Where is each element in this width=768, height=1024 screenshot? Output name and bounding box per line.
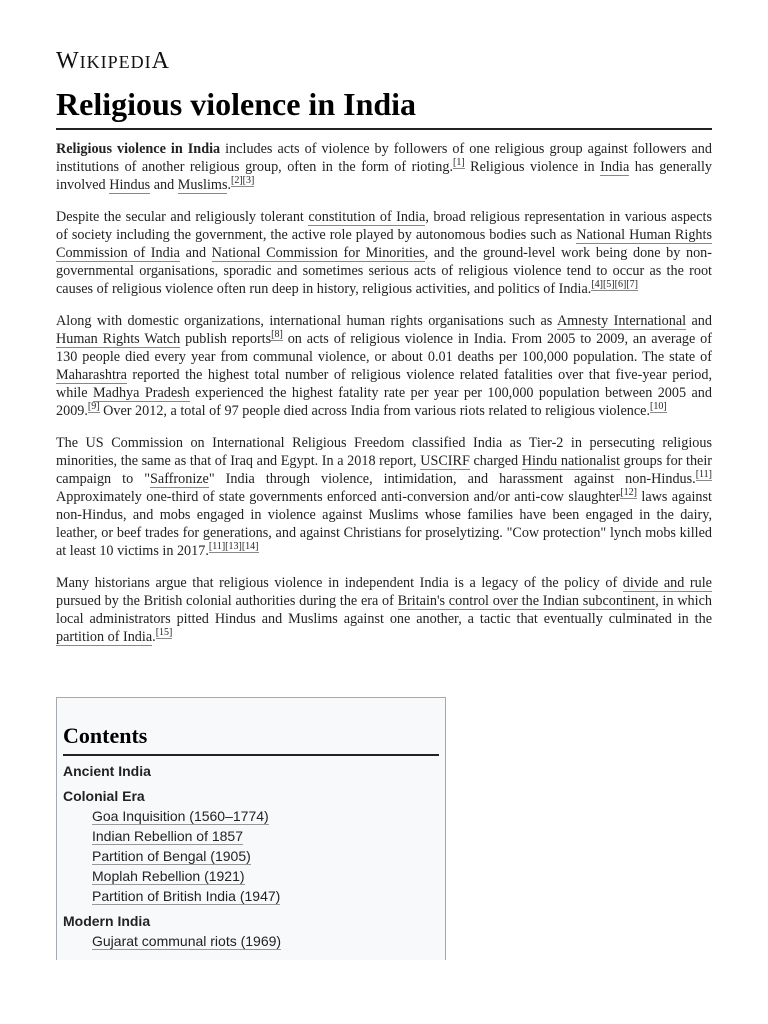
toc-list	[63, 762, 439, 951]
citation-link[interactable]: [4][5][6][7]	[591, 279, 638, 291]
article-link[interactable]: National Human Rights Commission of India	[56, 227, 712, 261]
article-link[interactable]: USCIRF	[420, 453, 470, 469]
text-run: " India through violence, intimidation, and harassment against non-Hindus.	[208, 471, 696, 487]
text-run: Despite the secular and religiously tolerant	[56, 209, 309, 225]
article-link[interactable]: Madhya Pradesh	[92, 385, 190, 401]
text-run: experienced the highest fatality rate per year per 100,000 population between 2005 and 2009.	[56, 385, 712, 419]
wikipedia-wordmark[interactable]	[56, 48, 170, 75]
citation-link[interactable]: [2][3]	[231, 175, 255, 187]
text-run: pursued by the British colonial authorities during the era of	[56, 593, 398, 609]
article-link[interactable]: Hindus	[109, 177, 151, 193]
text-run: , in which local administrators pitted Hindus and Muslims against one another, a tactic that eventually culminated in the	[56, 593, 712, 627]
toc-subsection-label: Partition of Bengal (1905)	[92, 848, 251, 864]
text-run: .	[152, 629, 156, 645]
toc-section[interactable]: Ancient India	[63, 763, 151, 779]
toc-section[interactable]: Colonial Era	[63, 788, 145, 804]
paragraph-secular	[56, 208, 712, 298]
citation-link[interactable]: [12]	[620, 487, 637, 499]
article-link[interactable]: National Commission for Minorities	[211, 245, 425, 261]
text-run: Many historians argue that religious violence in independent India is a legacy of the policy of	[56, 575, 623, 591]
text-run: publish reports	[180, 331, 272, 347]
citation-link[interactable]: [15]	[155, 627, 173, 639]
toc-subsection-label: Moplah Rebellion (1921)	[92, 868, 245, 884]
article-link[interactable]: partition of India	[56, 629, 153, 645]
article-link[interactable]: constitution of India	[308, 209, 426, 225]
toc-subsection-label: Indian Rebellion of 1857	[92, 828, 244, 844]
toc-subsection[interactable]	[63, 846, 439, 866]
text-run: reported the highest total number of religious violence related fatalities over that five-year period, while	[56, 367, 712, 401]
article-link[interactable]: Amnesty International	[556, 313, 687, 329]
toc-heading: Contents	[63, 722, 439, 756]
text-run: laws against non-Hindus, and mobs engaged in violence against Muslims whose families have been engaged in the dairy, leather, or beef trades for generations, and against Christians for proselytizing. "Cow protection" lynch mobs killed at least 10 victims in 2017.	[56, 489, 712, 559]
article-link[interactable]: Britain's control over the Indian subcontinent	[397, 593, 656, 609]
article-link[interactable]: Muslims	[177, 177, 228, 193]
citation-link[interactable]: [10]	[650, 401, 667, 413]
article-link[interactable]: India	[600, 159, 630, 175]
toc-subsection-label: Goa Inquisition (1560–1774)	[92, 808, 269, 824]
bold-term: Religious violence in India	[56, 141, 221, 157]
toc-subsection[interactable]	[63, 931, 439, 951]
toc-subsection-label: Partition of British India (1947)	[92, 888, 281, 904]
wordmark-a: A	[151, 48, 170, 74]
paragraph-intro	[56, 140, 712, 194]
toc-subsection[interactable]	[63, 866, 439, 886]
text-run: on acts of religious violence in India. From 2005 to 2009, an average of 130 people died every year from communal violence, or about 0.01 deaths per 100,000 population. The state of	[56, 331, 712, 365]
text-run: charged	[469, 453, 522, 469]
text-run: and	[179, 245, 212, 261]
paragraph-organizations	[56, 312, 712, 420]
citation-link[interactable]: [11]	[695, 469, 712, 481]
toc-subsection[interactable]	[63, 826, 439, 846]
toc-section[interactable]: Modern India	[63, 913, 151, 929]
toc-subsection[interactable]	[63, 886, 439, 906]
paragraph-uscirf	[56, 434, 712, 560]
page-title: Religious violence in India	[56, 84, 712, 130]
text-run: Over 2012, a total of 97 people died across India from various riots related to religious violence.	[99, 403, 650, 419]
article-link[interactable]: Saffronize	[150, 471, 209, 487]
text-run: includes acts of violence by followers of one religious group against followers and institutions of another religious group, often in the form of rioting.	[56, 141, 712, 175]
article-link[interactable]: Hindu nationalist	[521, 453, 620, 469]
toc-subsection[interactable]	[63, 806, 439, 826]
wordmark-middle: IKIPEDI	[79, 52, 152, 72]
citation-link[interactable]: [1]	[453, 157, 465, 169]
article-body	[56, 140, 712, 660]
wordmark-w: W	[56, 48, 80, 74]
text-run: groups for their campaign to "	[56, 453, 713, 487]
text-run: has generally involved	[56, 159, 712, 193]
text-run: Along with domestic organizations, international human rights organisations such as	[56, 313, 557, 329]
text-run: Religious violence in	[464, 159, 601, 175]
article-link[interactable]: Human Rights Watch	[56, 331, 181, 347]
text-run: , and the ground-level work being done by non-governmental organisations, sporadic and sometimes serious acts of religious violence tend to occur as the root causes of religious violence often run deep in history, religious activities, and politics of India.	[56, 245, 712, 297]
text-run: The US Commission on International Religious Freedom classified India as Tier-2 in persecuting religious minorities, the same as that of Iraq and Egypt. In a 2018 report,	[56, 435, 712, 469]
citation-link[interactable]: [8]	[271, 329, 283, 341]
text-run: .	[227, 177, 232, 193]
table-of-contents	[56, 697, 446, 960]
text-run: and	[686, 313, 712, 329]
article-link[interactable]: divide and rule	[622, 575, 712, 591]
text-run: Approximately one-third of state governments enforced anti-conversion and/or anti-cow slaughter	[56, 489, 621, 505]
paragraph-historians	[56, 574, 712, 646]
text-run: and	[150, 177, 178, 193]
article-link[interactable]: Maharashtra	[56, 367, 127, 383]
text-run: , broad religious representation in various aspects of society including the government, the active role played by autonomous bodies such as	[56, 209, 712, 243]
citation-link[interactable]: [9]	[87, 401, 100, 413]
toc-subsection-label: Gujarat communal riots (1969)	[92, 933, 282, 949]
citation-link[interactable]: [11][13][14]	[208, 541, 259, 553]
